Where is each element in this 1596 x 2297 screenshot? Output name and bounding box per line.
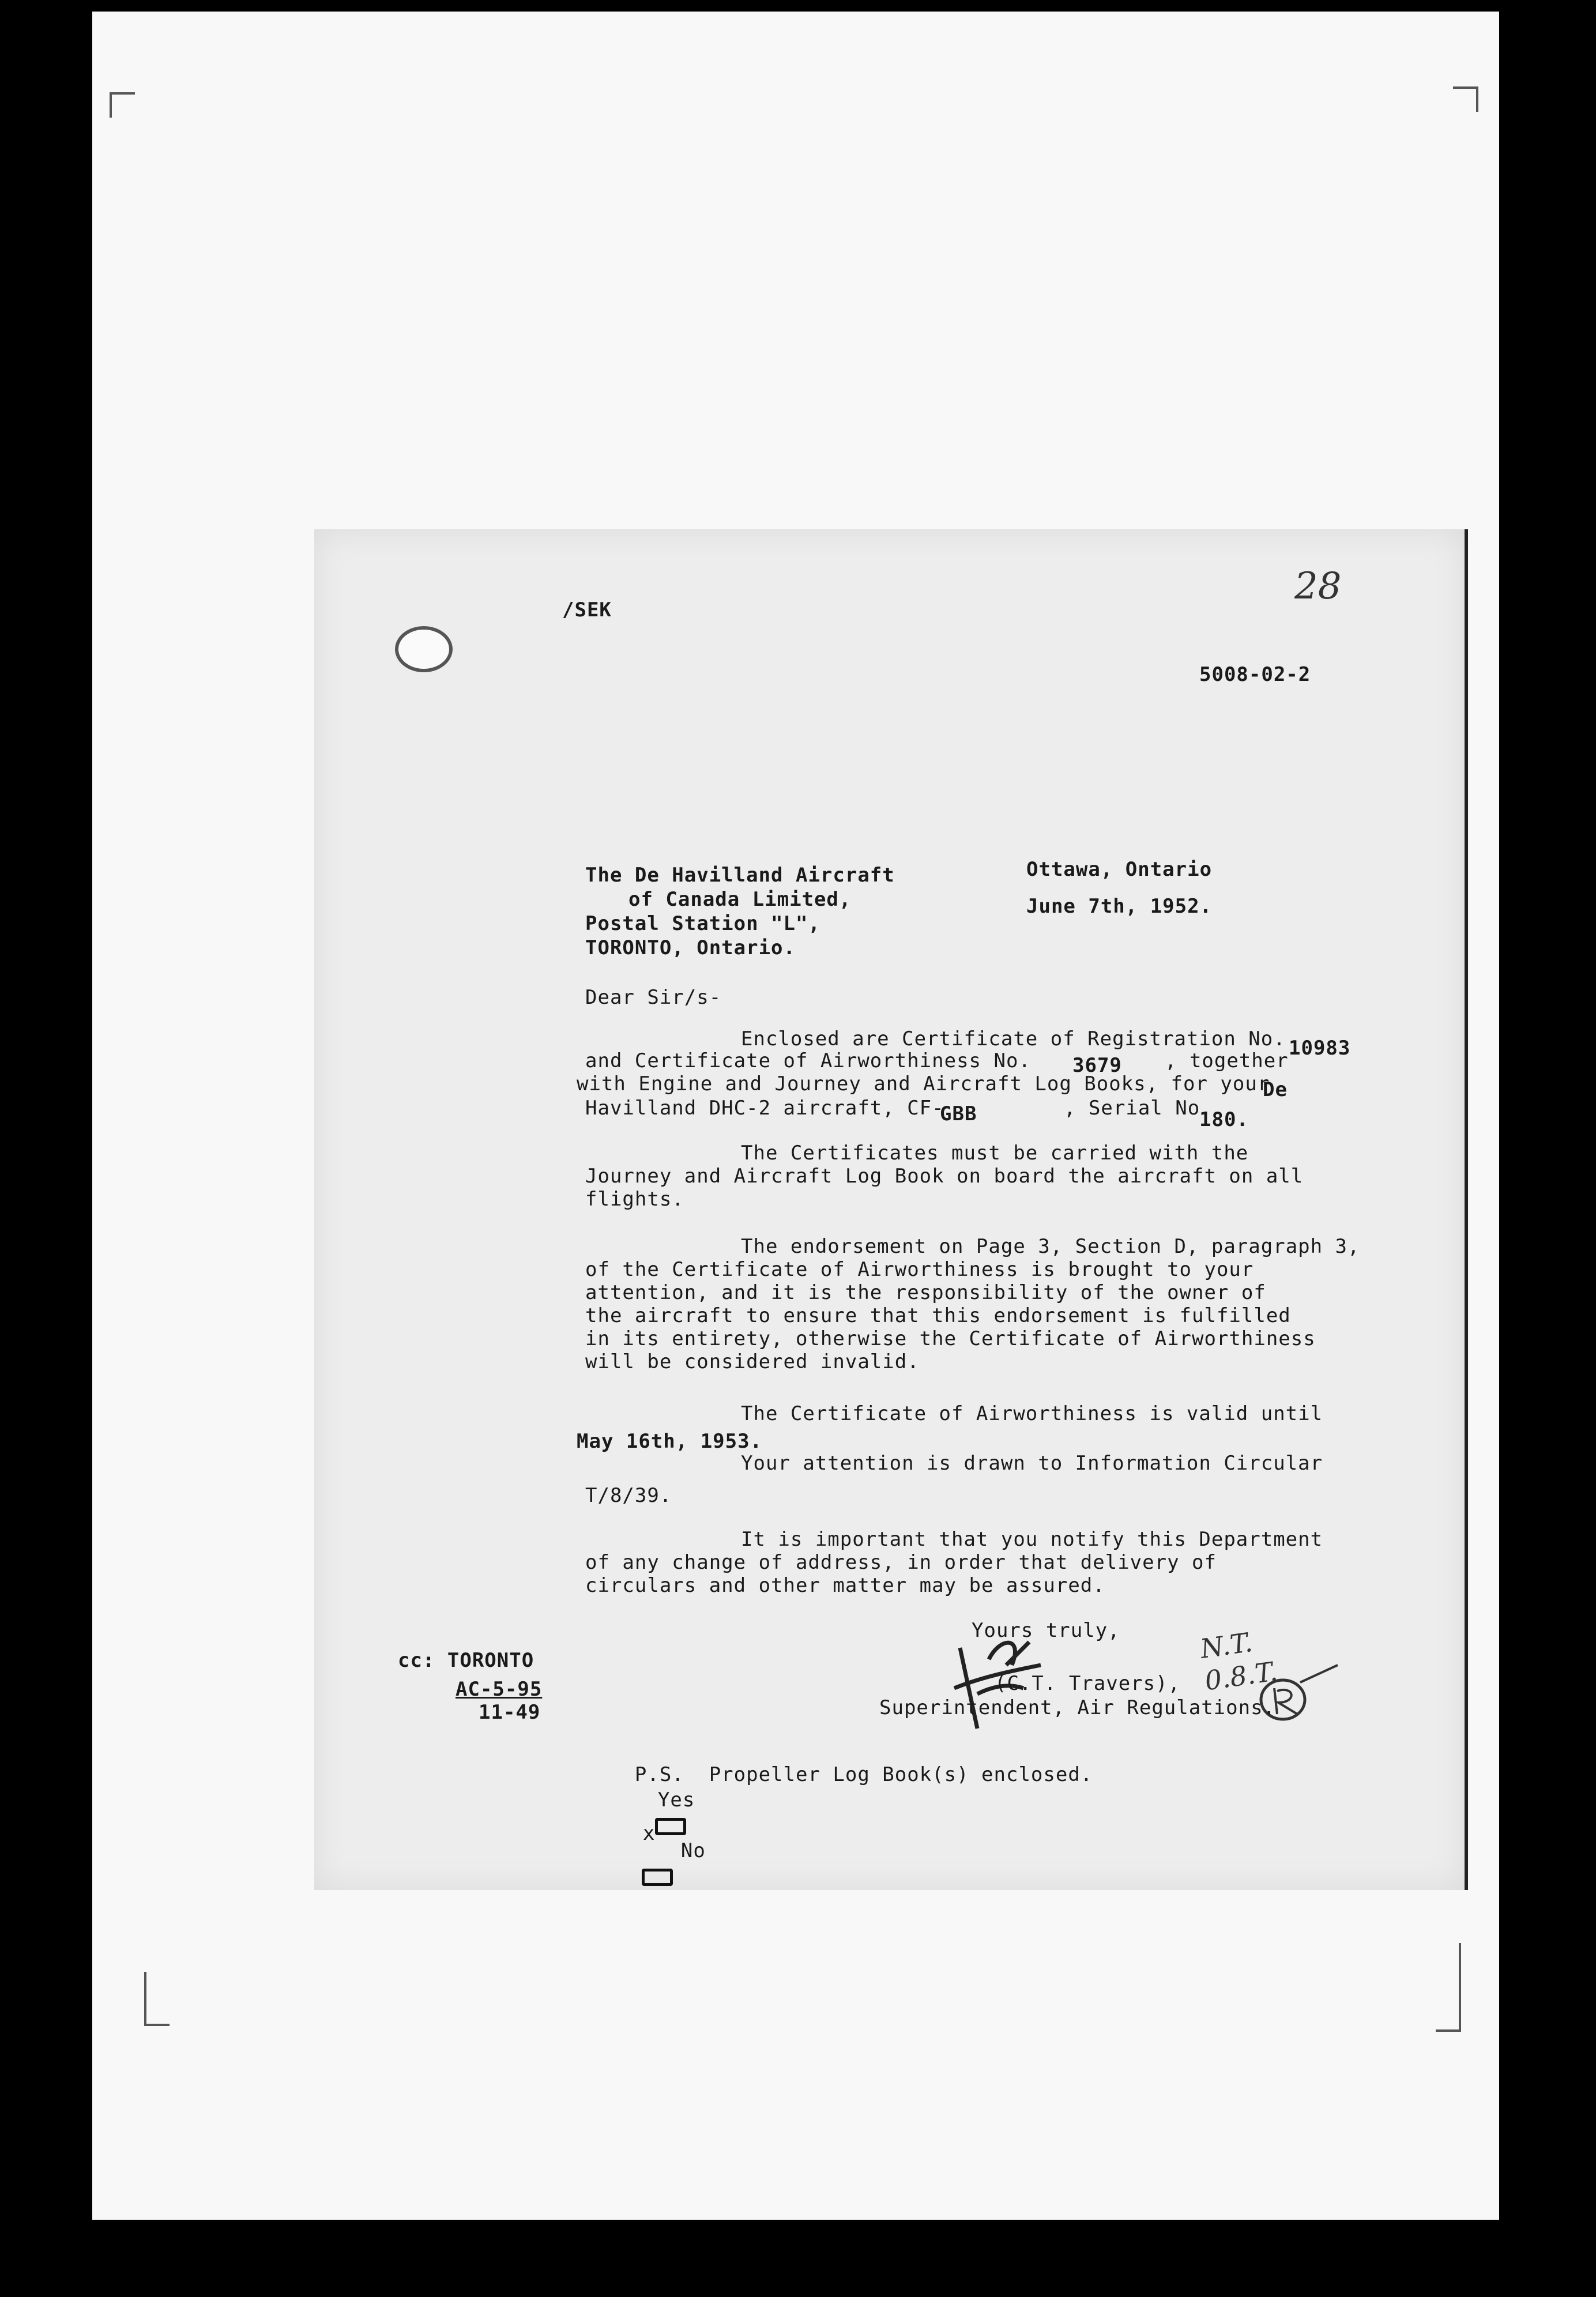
signer-name: (C.T. Travers), xyxy=(995,1672,1181,1695)
page-number: 28 xyxy=(1294,565,1342,608)
para6-line-1: It is important that you notify this Department xyxy=(741,1528,1323,1551)
cc-line: cc: TORONTO xyxy=(398,1649,534,1672)
form-code: AC-5-95 xyxy=(456,1678,543,1701)
para6-line-2: of any change of address, in order that delivery of xyxy=(585,1551,1217,1574)
crop-mark-top-left xyxy=(110,92,135,118)
para4-line-1: The Certificate of Airworthiness is valid until xyxy=(741,1402,1323,1425)
yes-checkbox xyxy=(655,1818,686,1835)
yes-mark: x xyxy=(642,1822,656,1845)
form-date: 11-49 xyxy=(479,1701,541,1724)
serial-number: 180. xyxy=(1199,1108,1249,1131)
address-line-4: TORONTO, Ontario. xyxy=(585,936,796,959)
para3-line-2: of the Certificate of Airworthiness is brought to your xyxy=(585,1258,1254,1281)
address-line-1: The De Havilland Aircraft xyxy=(585,864,895,887)
salutation: Dear Sir/s- xyxy=(585,986,722,1009)
file-number: 5008-02-2 xyxy=(1199,663,1311,686)
crop-mark-bottom-left xyxy=(144,1972,170,2026)
place: Ottawa, Ontario xyxy=(1026,858,1213,881)
para3-line-4: the aircraft to ensure that this endorsement is fulfilled xyxy=(585,1304,1291,1327)
address-line-2: of Canada Limited, xyxy=(628,888,852,911)
para1-line-2b: , together xyxy=(1165,1049,1289,1072)
yes-label: Yes xyxy=(657,1788,695,1812)
de-word: De xyxy=(1263,1078,1288,1101)
para3-line-6: will be considered invalid. xyxy=(585,1350,920,1373)
signer-title: Superintendent, Air Regulations. xyxy=(879,1696,1276,1719)
registration-number: 10983 xyxy=(1289,1037,1351,1060)
para3-line-1: The endorsement on Page 3, Section D, paragraph 3, xyxy=(741,1235,1360,1258)
para2-line-3: flights. xyxy=(585,1188,684,1211)
closing: Yours truly, xyxy=(972,1619,1120,1642)
letter-page xyxy=(314,529,1468,1890)
cf-suffix: GBB xyxy=(940,1102,977,1125)
reference-initials: /SEK xyxy=(562,598,612,622)
para6-line-3: circulars and other matter may be assured. xyxy=(585,1574,1105,1597)
crop-mark-bottom-right xyxy=(1436,1943,1461,2032)
para1-line-4b: , Serial No. xyxy=(1064,1097,1213,1120)
para1-line-4: Havilland DHC-2 aircraft, CF- xyxy=(585,1097,944,1120)
para5-line-1: Your attention is drawn to Information Circular xyxy=(741,1452,1323,1475)
no-checkbox xyxy=(642,1869,673,1886)
para1-line-1: Enclosed are Certificate of Registration No. xyxy=(741,1027,1286,1050)
para2-line-2: Journey and Aircraft Log Book on board the aircraft on all xyxy=(585,1165,1304,1188)
para3-line-5: in its entirety, otherwise the Certificate of Airworthiness xyxy=(585,1327,1316,1350)
postscript-text: P.S. Propeller Log Book(s) enclosed. xyxy=(634,1763,1093,1786)
para1-line-3: with Engine and Journey and Aircraft Log Books, for your xyxy=(577,1072,1270,1095)
para1-line-2: and Certificate of Airworthiness No. xyxy=(585,1049,1031,1072)
crop-mark-top-right xyxy=(1453,86,1478,112)
address-line-3: Postal Station "L", xyxy=(585,912,820,935)
airworthiness-number: 3679 xyxy=(1072,1054,1122,1077)
para3-line-3: attention, and it is the responsibility of the owner of xyxy=(585,1281,1266,1304)
date: June 7th, 1952. xyxy=(1026,895,1213,918)
para2-line-1: The Certificates must be carried with the xyxy=(741,1142,1249,1165)
paper-stain xyxy=(395,626,453,672)
para5-line-2: T/8/39. xyxy=(585,1484,672,1507)
postscript xyxy=(585,1737,1093,1914)
margin-notes: N.T. 0.8.T. xyxy=(1198,1626,1279,1697)
no-label: No xyxy=(680,1839,706,1862)
para4-line-2: May 16th, 1953. xyxy=(577,1430,763,1453)
